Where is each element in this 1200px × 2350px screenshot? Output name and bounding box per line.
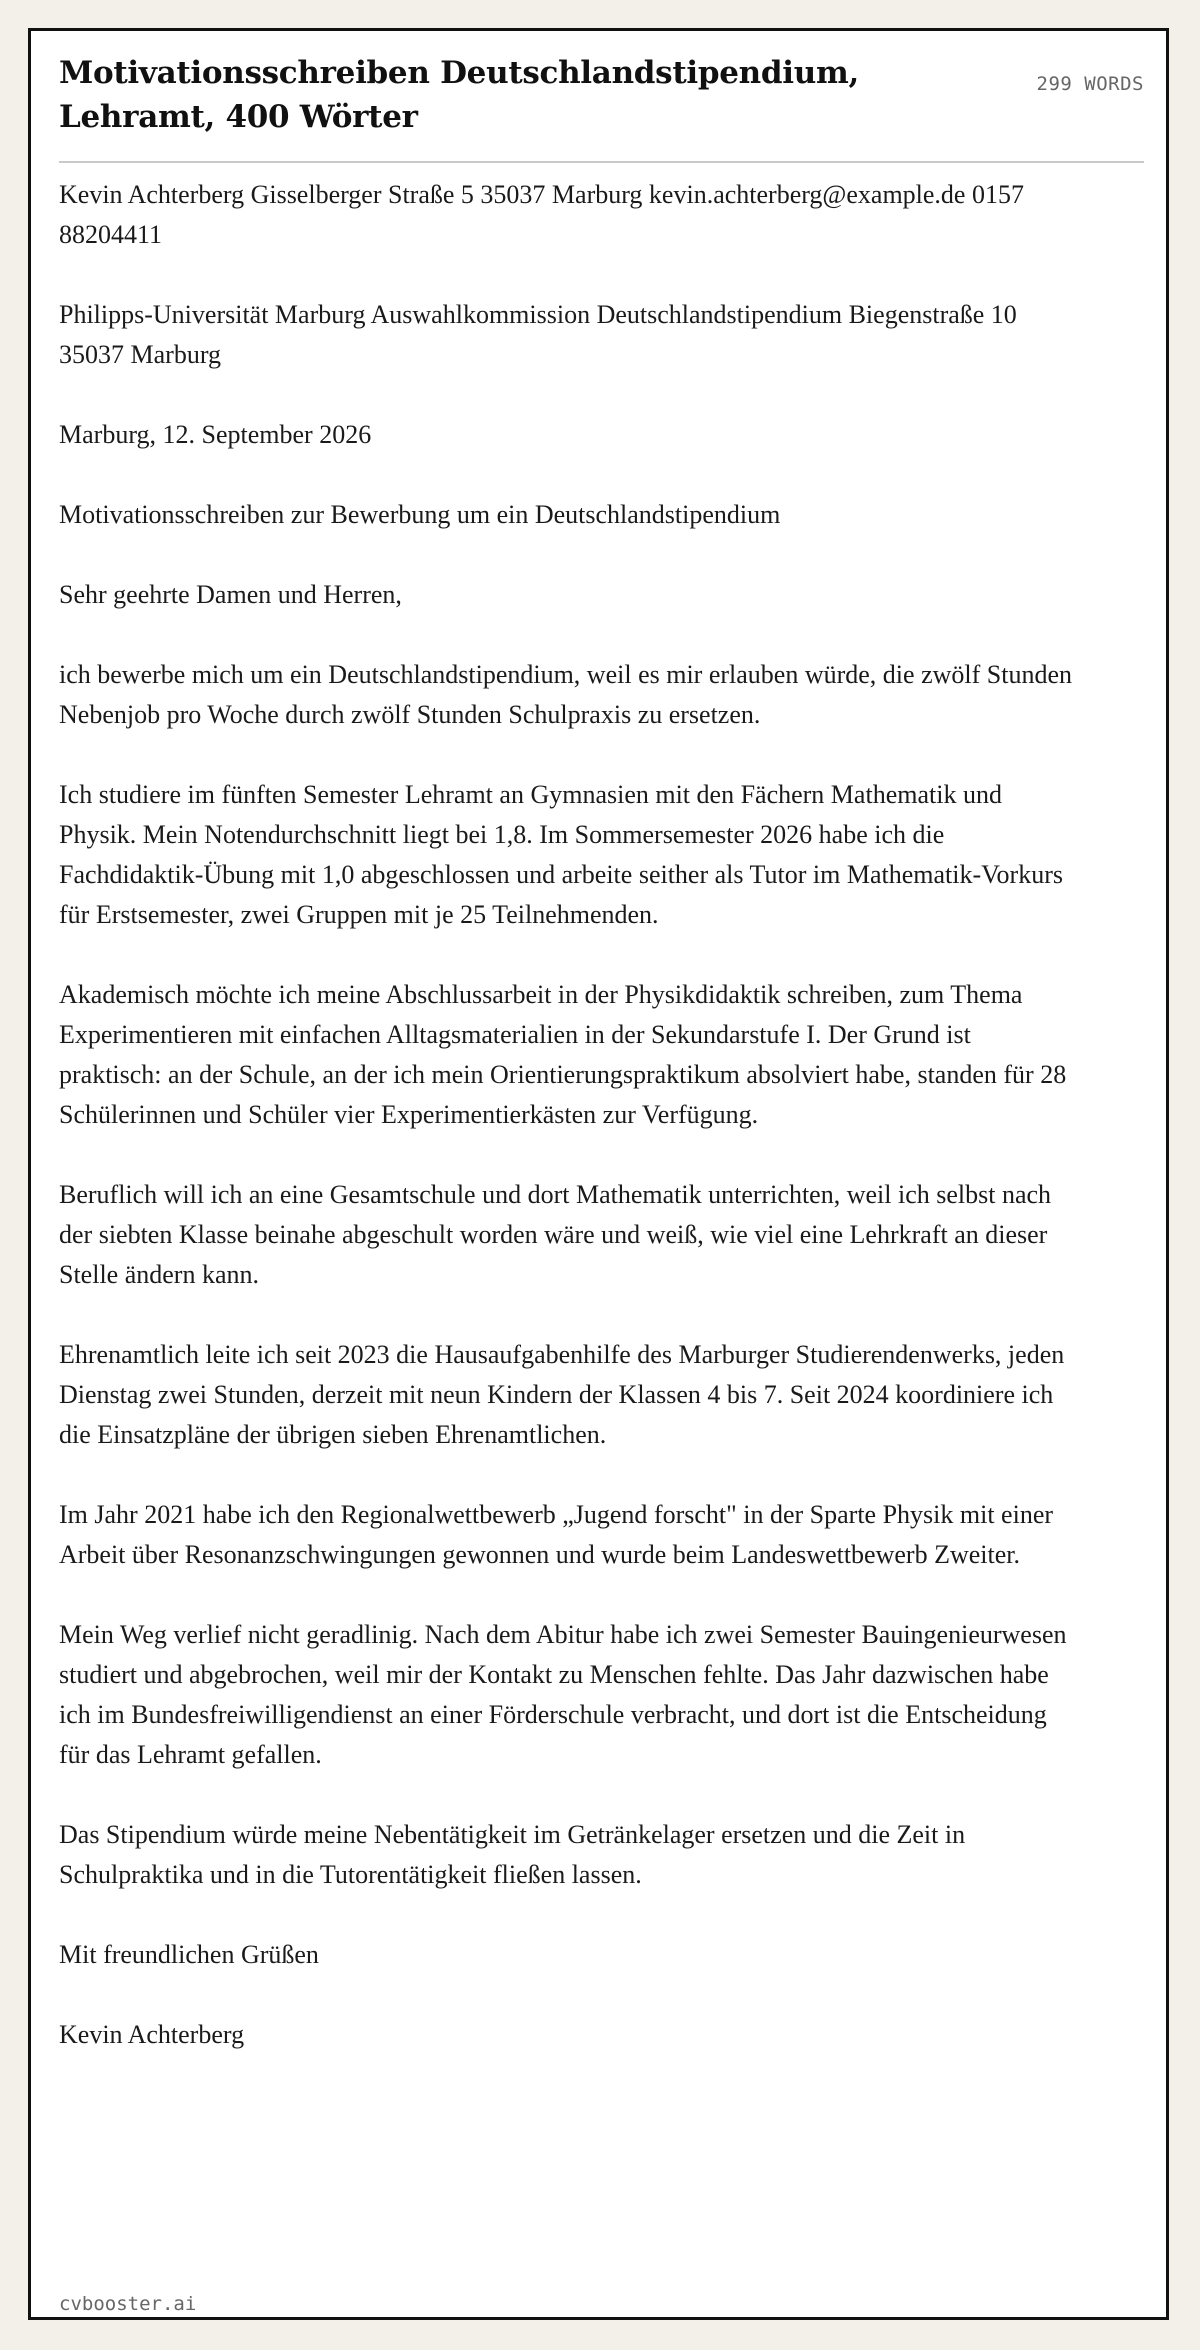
letter-body <box>59 175 1079 2095</box>
body-paragraph: Im Jahr 2021 habe ich den Regionalwettbewerb „Jugend forscht" in der Sparte Physik mit einer Arbeit über Resonanzschwingungen gewonnen und wurde beim Landeswettbewerb Zweiter. <box>59 1500 1054 1569</box>
signature-name: Kevin Achterberg <box>59 2020 245 2049</box>
document-title: Motivationsschreiben Deutschlandstipendium, Lehramt, 400 Wörter <box>59 55 859 135</box>
header-divider <box>59 161 1144 163</box>
date-line: Marburg, 12. September 2026 <box>59 420 372 449</box>
word-count-label: 299 WORDS <box>1036 73 1144 95</box>
closing-line: Mit freundlichen Grüßen <box>59 1940 319 1969</box>
body-paragraph: Akademisch möchte ich meine Abschlussarbeit in der Physikdidaktik schreiben, zum Thema Experimentieren mit einfachen Alltagsmaterialien in der Sekundarstufe I. Der Grund ist praktisch: an der Schule, an der ich mein Orientierungspraktikum absolviert habe, standen für 28 Schülerinnen und Schüler vier Experimentierkästen zur Verfügung. <box>59 980 1067 1129</box>
brand-footer: cvbooster.ai <box>59 2293 197 2315</box>
body-paragraph: Ich studiere im fünften Semester Lehramt an Gymnasien mit den Fächern Mathematik und Physik. Mein Notendurchschnitt liegt bei 1,8. Im Sommersemester 2026 habe ich die Fachdidaktik-Übung mit 1,0 abgeschlossen und arbeite seither als Tutor im Mathematik-Vorkurs für Erstsemester, zwei Gruppen mit je 25 Teilnehmenden. <box>59 780 1063 929</box>
body-paragraph: ich bewerbe mich um ein Deutschlandstipendium, weil es mir erlauben würde, die zwölf Stunden Nebenjob pro Woche durch zwölf Stunden Schulpraxis zu ersetzen. <box>59 660 1072 729</box>
sender-block: Kevin Achterberg Gisselberger Straße 5 35037 Marburg kevin.achterberg@example.de 0157 88204411 <box>59 180 1024 249</box>
body-paragraph: Ehrenamtlich leite ich seit 2023 die Hausaufgabenhilfe des Marburger Studierendenwerks, jeden Dienstag zwei Stunden, derzeit mit neun Kindern der Klassen 4 bis 7. Seit 2024 koordiniere ich die Einsatzpläne der übrigen sieben Ehrenamtlichen. <box>59 1340 1065 1449</box>
body-paragraph: Beruflich will ich an eine Gesamtschule und dort Mathematik unterrichten, weil ich selbst nach der siebten Klasse beinahe abgeschult worden wäre und weiß, wie viel eine Lehrkraft an dieser Stelle ändern kann. <box>59 1180 1052 1289</box>
body-paragraph: Mein Weg verlief nicht geradlinig. Nach dem Abitur habe ich zwei Semester Bauingenieurwesen studiert und abgebrochen, weil mir der Kontakt zu Menschen fehlte. Das Jahr dazwischen habe ich im Bundesfreiwilligendienst an einer Förderschule verbracht, und dort ist die Entscheidung für das Lehramt gefallen. <box>59 1620 1067 1769</box>
body-paragraph: Das Stipendium würde meine Nebentätigkeit im Getränkelager ersetzen und die Zeit in Schulpraktika und in die Tutorentätigkeit fließen lassen. <box>59 1820 966 1889</box>
salutation: Sehr geehrte Damen und Herren, <box>59 580 402 609</box>
document-sheet <box>28 28 1169 2320</box>
document-header <box>59 51 1144 163</box>
subject-line: Motivationsschreiben zur Bewerbung um ein Deutschlandstipendium <box>59 500 781 529</box>
recipient-block: Philipps-Universität Marburg Auswahlkommission Deutschlandstipendium Biegenstraße 10 35037 Marburg <box>59 300 1017 369</box>
